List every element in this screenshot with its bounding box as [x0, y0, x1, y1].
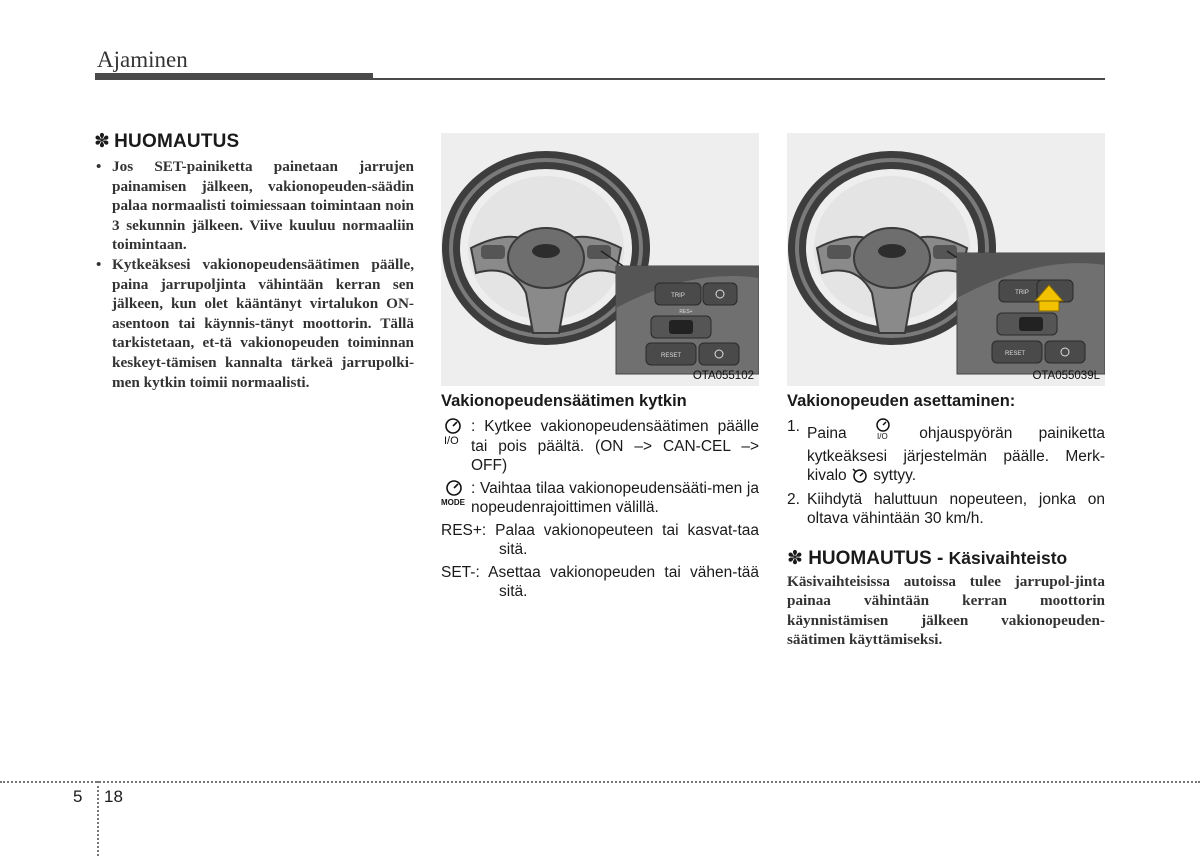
cruise-mode-icon — [441, 479, 471, 515]
note-bullet: • Jos SET-painiketta painetaan jarrujen painamisen jälkeen, vakionopeuden-säädin palaa normaalisti toimiessaan toimintaan noin 3 sekunnin jälkeen. Viive kuuluu normaaliin toimintaan. — [94, 157, 414, 255]
steps-list — [787, 417, 1105, 529]
definition-row — [441, 417, 759, 476]
note-star-icon: ✽ — [787, 547, 803, 569]
res-label: RES+ — [679, 309, 693, 315]
cruise-button-icon — [873, 417, 893, 447]
chapter-number: 5 — [73, 787, 83, 806]
section-heading: Vakionopeuden asettaminen: — [787, 392, 1016, 410]
note-star-icon: ✽ — [94, 131, 111, 152]
reset-button-label: RESET — [660, 353, 682, 359]
steering-wheel-illustration — [441, 133, 759, 386]
cruise-indicator-icon — [851, 467, 869, 489]
trip-button-label: TRIP — [671, 293, 685, 299]
manual-note-body: Käsivaihteisissa autoissa tulee jarrupol-jinta painaa vähintään kerran moottorin käynnistämisen jälkeen vakionopeuden-säätimen käyttämiseksi. — [787, 572, 1105, 649]
step-item — [787, 490, 1105, 529]
set-definition: SET-: Asettaa vakionopeuden tai vähen-tää sitä. — [441, 563, 759, 600]
trip-button-label: TRIP — [1015, 290, 1029, 296]
definition-text: : Kytkee vakionopeudensäätimen päälle tai pois päältä. (ON –> CAN-CEL –> OFF) — [471, 418, 759, 474]
note-subtitle: Käsivaihteisto — [948, 547, 1068, 568]
svg-text:I/O: I/O — [444, 435, 459, 447]
note-bullet-list — [94, 157, 414, 392]
steering-wheel-illustration — [787, 133, 1105, 386]
res-definition: RES+: Palaa vakionopeuteen tai kasvat-taa sitä. — [441, 521, 759, 558]
running-header: Ajaminen — [97, 47, 188, 72]
step-number: 1. — [787, 418, 800, 435]
definition-row — [441, 479, 759, 518]
page-number: 18 — [104, 787, 123, 806]
step-number: 2. — [787, 490, 800, 508]
switch-description-column — [441, 392, 759, 605]
step-text: syttyy. — [873, 467, 917, 484]
mode-caption: MODE — [441, 497, 465, 507]
reset-button-label: RESET — [1004, 351, 1026, 357]
note-title: HUOMAUTUS — [114, 131, 240, 152]
figure-code: OTA055039L — [1032, 370, 1100, 382]
cruise-onoff-icon — [441, 417, 471, 453]
setting-column — [787, 392, 1105, 650]
note-title: HUOMAUTUS - — [808, 547, 944, 569]
header-rule — [95, 78, 1105, 80]
figure-code: OTA055102 — [692, 370, 754, 382]
manual-note-heading — [787, 547, 1105, 570]
step-text: Paina — [807, 425, 847, 442]
note-column — [94, 130, 414, 392]
section-heading: Vakionopeudensäätimen kytkin — [441, 392, 687, 410]
note-bullet: • Kytkeäksesi vakionopeudensäätimen päälle, paina jarrupoljinta vähintään kerran sen jälkeen, kun olet kääntänyt virtalukon ON-asentoon tai käynnis-tänyt moottorin. Tällä tarkistetaan, et-tä vakionopeuden toiminnan keskeyt-tämisen kannalta tärkeä jarrupolki-men kytkin toimii normaalisti. — [94, 255, 414, 392]
svg-text:I/O: I/O — [876, 432, 888, 441]
footer-divider — [97, 781, 99, 856]
steering-wheel-figure — [441, 133, 759, 386]
definition-text: : Vaihtaa tilaa vakionopeudensääti-men ja nopeudenrajoittimen välillä. — [471, 479, 759, 516]
steering-wheel-figure — [787, 133, 1105, 386]
step-text: ohjauspyörän painiketta kytkeäksesi järjestelmän päälle. Merk-kivalo — [807, 425, 1106, 484]
step-item — [787, 417, 1105, 489]
note-heading — [94, 130, 414, 153]
footer-rule — [0, 781, 1200, 783]
step-text: Kiihdytä haluttuun nopeuteen, jonka on oltava vähintään 30 km/h. — [807, 490, 1105, 527]
